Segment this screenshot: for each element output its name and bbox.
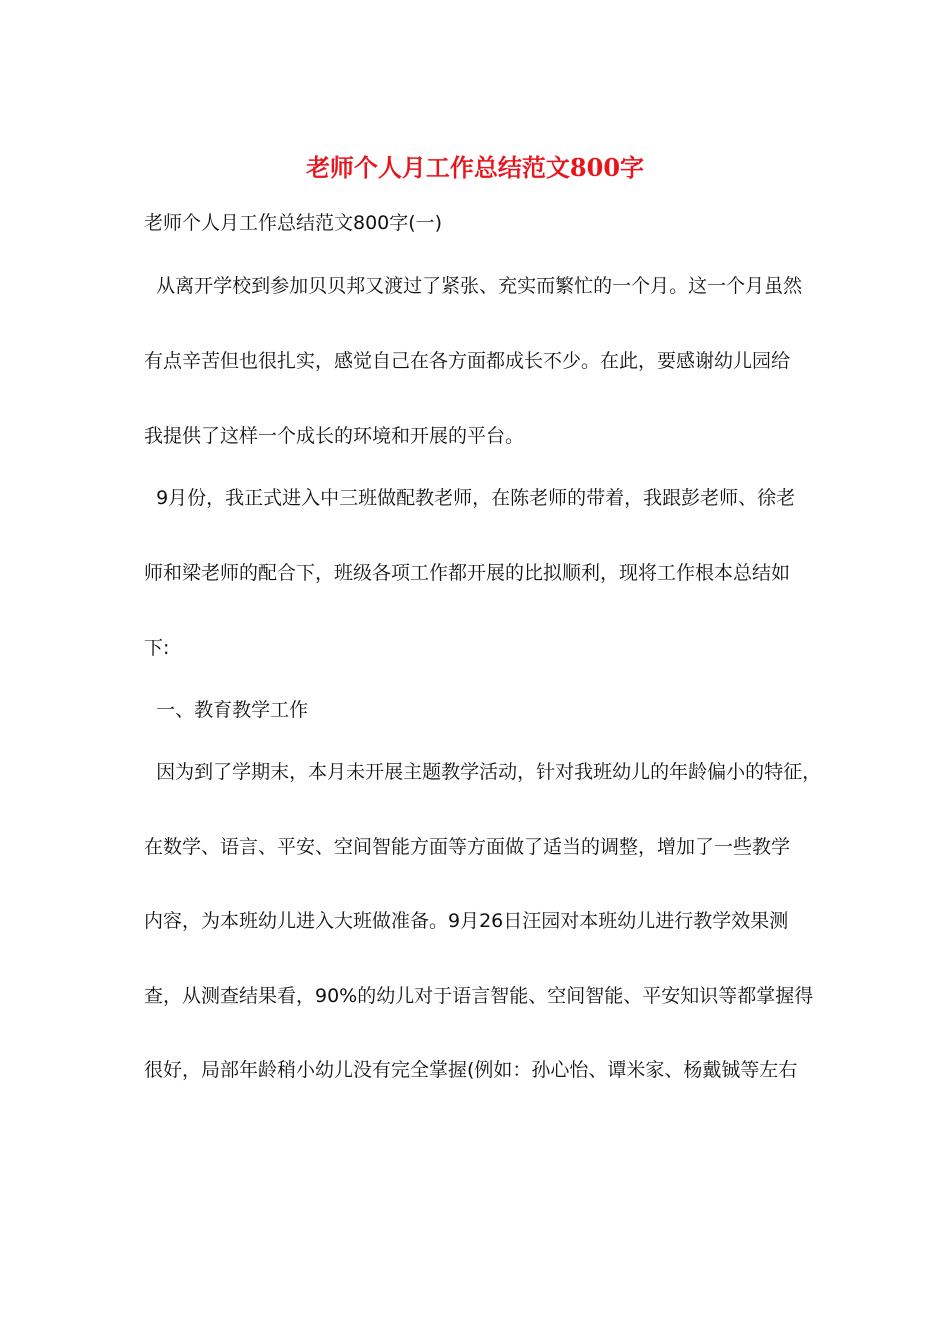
paragraph-line: 查，从测查结果看，90%的幼儿对于语言智能、空间智能、平安知识等都掌握得	[144, 985, 814, 1007]
paragraph-line: 9月份，我正式进入中三班做配教老师，在陈老师的带着，我跟彭老师、徐老	[144, 487, 796, 509]
paragraph-line: 下:	[144, 637, 170, 659]
document-subtitle: 老师个人月工作总结范文800字(一)	[144, 212, 443, 234]
paragraph-line: 师和梁老师的配合下，班级各项工作都开展的比拟顺利，现将工作根本总结如	[144, 562, 791, 584]
paragraph-line: 我提供了这样一个成长的环境和开展的平台。	[144, 425, 525, 447]
paragraph-line: 因为到了学期末，本月未开展主题教学活动，针对我班幼儿的年龄偏小的特征，	[144, 761, 822, 783]
paragraph-line: 在数学、语言、平安、空间智能方面等方面做了适当的调整，增加了一些教学	[144, 836, 791, 858]
paragraph-line: 有点辛苦但也很扎实，感觉自己在各方面都成长不少。在此，要感谢幼儿园给	[144, 350, 791, 372]
paragraph-line: 从离开学校到参加贝贝邦又渡过了紧张、充实而繁忙的一个月。这一个月虽然	[144, 275, 803, 297]
paragraph-line: 内容，为本班幼儿进入大班做准备。9月26日汪园对本班幼儿进行教学效果测	[144, 910, 789, 932]
section-heading: 一、教育教学工作	[144, 699, 309, 721]
paragraph-line: 很好，局部年龄稍小幼儿没有完全掌握(例如：孙心怡、谭米家、杨戴铖等左右	[144, 1059, 798, 1081]
document-title: 老师个人月工作总结范文800字	[305, 153, 645, 182]
